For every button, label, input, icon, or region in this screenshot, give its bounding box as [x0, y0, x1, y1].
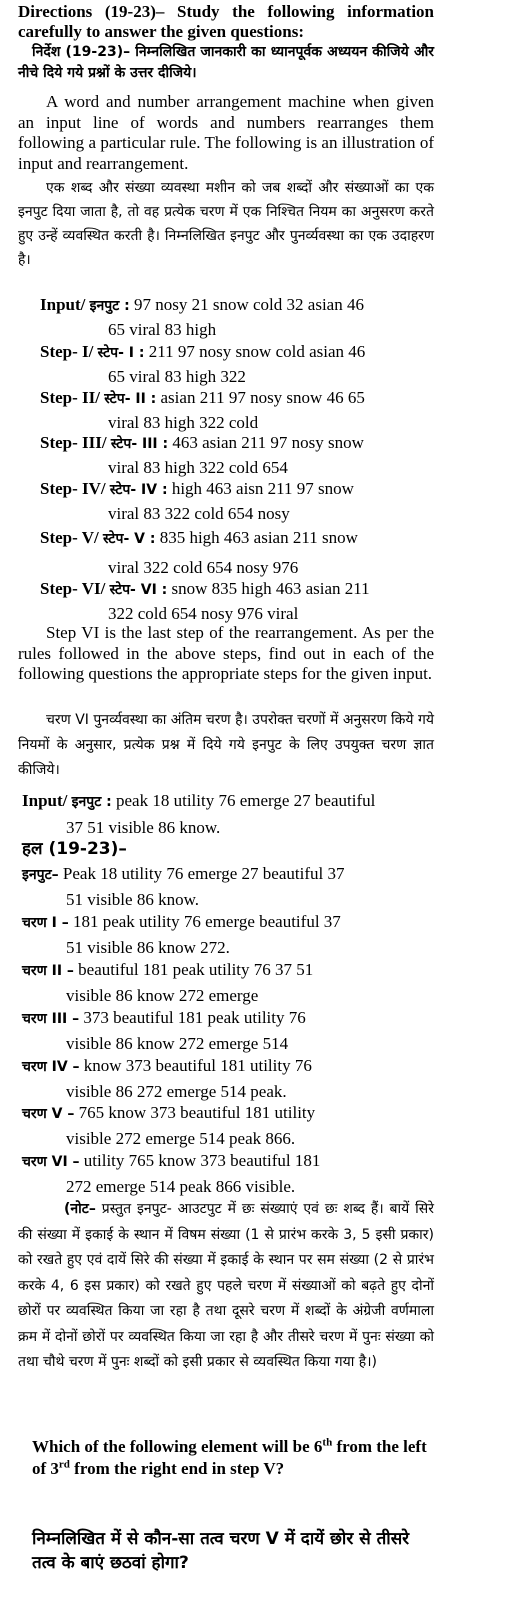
- question-en-sup2: rd: [58, 1458, 70, 1471]
- solution-step-1: [22, 910, 434, 959]
- step-line2: viral 322 cold 654 nosy 976: [108, 558, 299, 577]
- step-label-hi: स्टेप- I :: [97, 345, 145, 361]
- solution-step-2: [22, 958, 434, 1007]
- directions-hi-label: निर्देश (19-23)–: [32, 44, 131, 60]
- given-input-label-hi: इनपुट :: [71, 794, 112, 810]
- solution-step-line1: 765 know 373 beautiful 181 utility: [78, 1103, 316, 1122]
- solution-step-6: [22, 1149, 434, 1198]
- solution-step-label: चरण III –: [22, 1011, 80, 1027]
- example-input: [40, 293, 434, 341]
- step-line2: viral 83 high 322 cold 654: [108, 458, 288, 477]
- solution-step-line1: know 373 beautiful 181 utility 76: [83, 1056, 312, 1075]
- step-label-hi: स्टेप- IV :: [109, 482, 168, 498]
- step-label-en: Step- I/: [40, 342, 94, 361]
- given-input-line1: peak 18 utility 76 emerge 27 beautiful: [116, 791, 376, 810]
- step-label-en: Step- IV/: [40, 479, 106, 498]
- step-line1: 211 97 nosy snow cold asian 46: [148, 342, 366, 361]
- directions-en: [18, 2, 434, 42]
- step-label-hi: स्टेप- V :: [102, 531, 156, 547]
- solution-step-line1: 373 beautiful 181 peak utility 76: [83, 1008, 306, 1027]
- solution-step-line2: 272 emerge 514 peak 866 visible.: [66, 1176, 296, 1196]
- example-input-label-en: Input/: [40, 295, 86, 314]
- directions-en-text: Study the following information carefully to answer the given questions:: [18, 2, 434, 41]
- given-input-label-en: Input/: [22, 791, 68, 810]
- solution-step-5: [22, 1101, 434, 1150]
- step-label-en: Step- VI/: [40, 579, 106, 598]
- solution-step-line2: visible 86 know 272 emerge 514: [66, 1033, 289, 1053]
- solution-step-line2: visible 86 know 272 emerge: [66, 985, 259, 1005]
- step-label-hi: स्टेप- II :: [104, 391, 157, 407]
- step-line2: viral 83 high 322 cold: [108, 413, 259, 432]
- step-line1: snow 835 high 463 asian 211: [171, 579, 370, 598]
- question-en-part2: from the left of 3: [32, 1437, 427, 1478]
- question-hi: निम्नलिखित में से कौन-सा तत्व चरण V में दायें छोर से तीसरे तत्व के बाएं छठवां होगा?: [32, 1529, 410, 1573]
- solution-step-4: [22, 1054, 434, 1103]
- question-en-sup1: th: [322, 1436, 333, 1449]
- step-label-en: Step- V/: [40, 528, 99, 547]
- question-en-part1: Which of the following element will be 6: [32, 1437, 323, 1456]
- step-label-en: Step- II/: [40, 388, 100, 407]
- solution-step-line1: 181 peak utility 76 emerge beautiful 37: [72, 912, 341, 931]
- solution-note-label: (नोट–: [64, 1201, 96, 1217]
- directions-en-label: Directions (19-23)–: [18, 2, 165, 21]
- solution-input-label: इनपुट–: [22, 867, 59, 883]
- example-step-6: [40, 577, 434, 625]
- example-input-label-hi: इनपुट :: [89, 298, 130, 314]
- step-line1: high 463 aisn 211 97 snow: [171, 479, 354, 498]
- example-input-line1: 97 nosy 21 snow cold 32 asian 46: [134, 295, 364, 314]
- step-line1: asian 211 97 nosy snow 46 65: [160, 388, 365, 407]
- last-step-en: Step VI is the last step of the rearrangement. As per the rules followed in the above steps, find out in each of the following questions the appropriate steps for the given input.: [18, 623, 434, 683]
- example-step-5: [40, 526, 434, 579]
- solution-input: [22, 862, 434, 911]
- example-step-1: [40, 340, 434, 388]
- intro-hi: एक शब्द और संख्या व्यवस्था मशीन को जब शब्दों और संख्याओं का एक इनपुट दिया जाता है, तो वह प्रत्येक चरण में एक निश्चित नियम का अनुसरण करते हुए उन्हें व्यवस्थित करती है। निम्नलिखित इनपुट और पुनर्व्यवस्था का एक उदाहरण है।: [18, 180, 434, 268]
- directions-hi: [18, 42, 434, 84]
- step-label-hi: स्टेप- III :: [110, 436, 169, 452]
- solution-step-label: चरण V –: [22, 1106, 75, 1122]
- solution-step-line2: 51 visible 86 know 272.: [66, 937, 230, 957]
- solution-note-text: प्रस्तुत इनपुट- आउटपुट में छः संख्याएं एवं छः शब्द हैं। बायें सिरे की संख्या में इकाई के स्थान में विषम संख्या (1 से प्रारंभ करके 3, 5 इसी प्रकार) को रखते हुए एवं दायें सिरे की संख्या में इकाई के स्थान पर सम संख्या (2 से प्रारंभ करके 4, 6 इस प्रकार) को रखते हुए पहले चरण में संख्याओं को बढ़ते हुए दोनों छोरों पर व्यवस्थित किया जा रहा है तथा दूसरे चरण में शब्दों के अंग्रेजी वर्णमाला क्रम में दोनों छोरों पर व्यवस्थित किया जा रहा है और तीसरे चरण में पुनः संख्या को तथा चौथे चरण में पुनः शब्दों को इसी प्रकार से व्यवस्थित किया गया है।): [18, 1201, 434, 1370]
- solution-step-line1: beautiful 181 peak utility 76 37 51: [78, 960, 314, 979]
- solution-step-label: चरण I –: [22, 915, 69, 931]
- step-label-en: Step- III/: [40, 433, 107, 452]
- solution-step-label: चरण II –: [22, 963, 74, 979]
- solution-step-line1: utility 765 know 373 beautiful 181: [83, 1151, 321, 1170]
- step-line2: 65 viral 83 high 322: [108, 367, 246, 386]
- solution-step-3: [22, 1006, 434, 1055]
- step-line1: 835 high 463 asian 211 snow: [159, 528, 358, 547]
- intro-en: A word and number arrangement machine when given an input line of words and numbers rearranges them following a particular rule. The following is an illustration of input and rearrangement.: [18, 92, 434, 173]
- question-en-part3: from the right end in step V?: [69, 1459, 285, 1478]
- example-input-line2: 65 viral 83 high: [108, 320, 217, 339]
- question-en: [32, 1436, 434, 1480]
- step-line2: viral 83 322 cold 654 nosy: [108, 504, 290, 523]
- solution-step-line2: visible 86 272 emerge 514 peak.: [66, 1081, 287, 1101]
- solution-step-line2: visible 272 emerge 514 peak 866.: [66, 1128, 296, 1148]
- solution-input-line2: 51 visible 86 know.: [66, 889, 200, 909]
- solution-step-label: चरण IV –: [22, 1059, 80, 1075]
- last-step-hi: चरण VI पुनर्व्यवस्था का अंतिम चरण है। उपरोक्त चरणों में अनुसरण किये गये नियमों के अनुसार, प्रत्येक प्रश्न में दिये गये इनपुट के लिए उपयुक्त चरण ज्ञात कीजिये।: [18, 712, 435, 778]
- solution-input-line1: Peak 18 utility 76 emerge 27 beautiful 37: [62, 864, 345, 883]
- given-input-line2: 37 51 visible 86 know.: [66, 818, 221, 837]
- example-step-2: [40, 386, 434, 434]
- step-line2: 322 cold 654 nosy 976 viral: [108, 604, 299, 623]
- solution-step-label: चरण VI –: [22, 1154, 80, 1170]
- directions-hi-text: निम्नलिखित जानकारी का ध्यानपूर्वक अध्ययन कीजिये और नीचे दिये गये प्रश्नों के उत्तर दीजिये।: [18, 44, 435, 81]
- step-label-hi: स्टेप- VI :: [109, 582, 168, 598]
- given-input: [22, 788, 434, 840]
- example-step-4: [40, 477, 434, 525]
- solution-heading: हल (19-23)–: [22, 839, 127, 859]
- step-line1: 463 asian 211 97 nosy snow: [172, 433, 364, 452]
- solution-note: [18, 1197, 434, 1376]
- example-step-3: [40, 431, 434, 479]
